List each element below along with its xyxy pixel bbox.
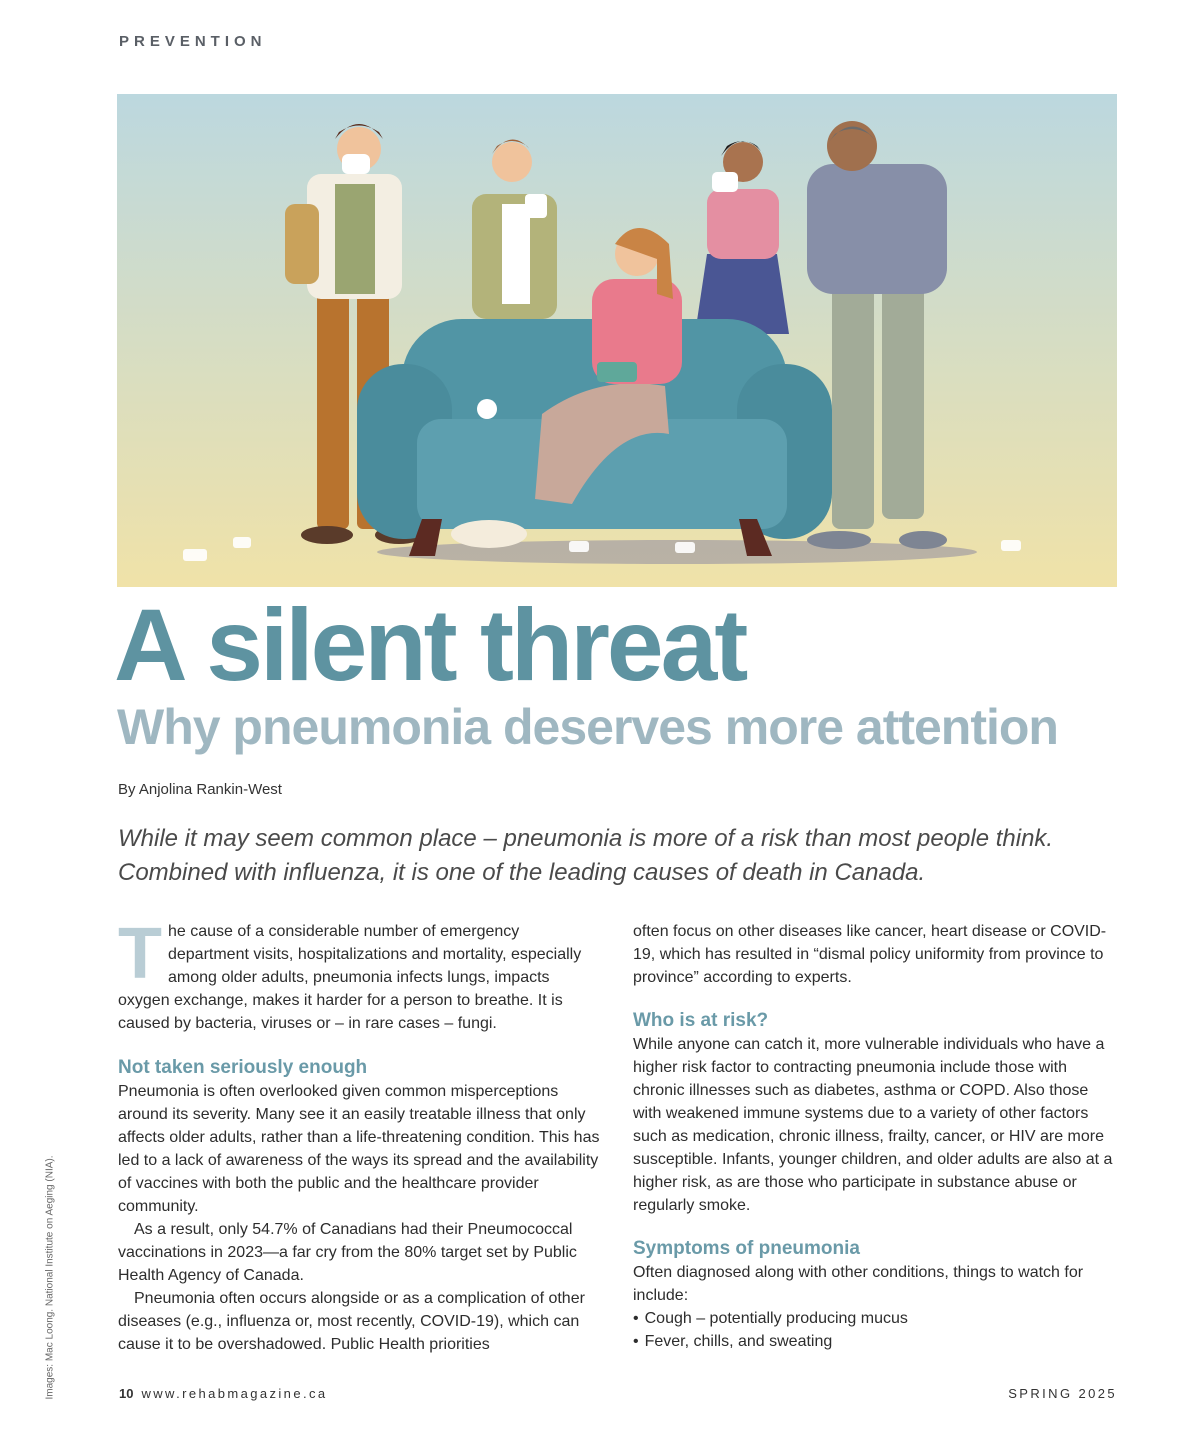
section1-paragraph-3: Pneumonia often occurs alongside or as a complication of other diseases (e.g., influenza or, most recently, COVID-19), which can cause it to be overshadowed. Public Health priorities [118, 1290, 585, 1353]
symptom-item: • Cough – potentially producing mucus [633, 1307, 1113, 1330]
intro-text: he cause of a considerable number of emergency department visits, hospitalizations and mortality, especially among older adults, pneumonia infects lungs, impacts oxygen exchange, makes it harder for a person to breathe. It is caused by bacteria, viruses or – in rare cases – fungi. [118, 923, 582, 1032]
section-heading-symptoms: Symptoms of pneumonia [633, 1238, 860, 1259]
issue-label: SPRING 2025 [1008, 1386, 1117, 1401]
section1-paragraph-1: Pneumonia is often overlooked given common misperceptions around its severity. Many see it an easily treatable illness that only affects older adults, rather than a life-threatening condition. This has led to a lack of awareness of the ways its spread and the availability of vaccines with both the public and the healthcare provider community. [118, 1083, 600, 1215]
byline: By Anjolina Rankin-West [118, 781, 282, 798]
website-link[interactable]: www.rehabmagazine.ca [141, 1386, 328, 1401]
sick-people-illustration-icon [117, 94, 1117, 587]
section-heading-not-taken-seriously: Not taken seriously enough [118, 1057, 368, 1078]
section-label: PREVENTION [119, 33, 267, 50]
page-number: 10 [119, 1386, 134, 1401]
subheadline: Why pneumonia deserves more attention [117, 699, 1058, 755]
section3-paragraph-1: Often diagnosed along with other conditions, things to watch for include: [633, 1264, 1084, 1304]
intro-paragraph [118, 914, 603, 1035]
article-column-left [118, 914, 603, 1356]
hero-illustration [117, 94, 1117, 587]
headline: A silent threat [114, 588, 746, 702]
lede: While it may seem common place – pneumonia is more of a risk than most people think. Combined with influenza, it is one of the leading causes of death in Canada. [118, 825, 1054, 886]
symptoms-list [633, 1307, 1113, 1353]
footer-left [119, 1386, 328, 1401]
article-column-right [633, 920, 1113, 1353]
section1-paragraph-2: As a result, only 54.7% of Canadians had their Pneumococcal vaccinations in 2023—a far cry from the 80% target set by Public Health Agency of Canada. [118, 1221, 577, 1284]
symptom-item: • Fever, chills, and sweating [633, 1330, 1113, 1353]
section1-paragraph-continued: often focus on other diseases like cancer, heart disease or COVID-19, which has resulted in “dismal policy uniformity from province to province” according to experts. [633, 923, 1107, 986]
image-credit: Images: Mac Loong. National Institute on Aeging (NIA). [44, 1155, 56, 1400]
section2-paragraph-1: While anyone can catch it, more vulnerable individuals who have a higher risk factor to contracting pneumonia include those with chronic illnesses such as diabetes, asthma or COPD. Also those with weakened immune systems due to a variety of other factors such as medication, chronic illness, frailty, cancer, or HIV are more susceptible. Infants, younger children, and older adults are also at a higher risk, as are those who participate in substance abuse or regularly smoke. [633, 1036, 1113, 1214]
section-heading-who-is-at-risk: Who is at risk? [633, 1010, 769, 1031]
drop-cap: T [118, 914, 162, 994]
